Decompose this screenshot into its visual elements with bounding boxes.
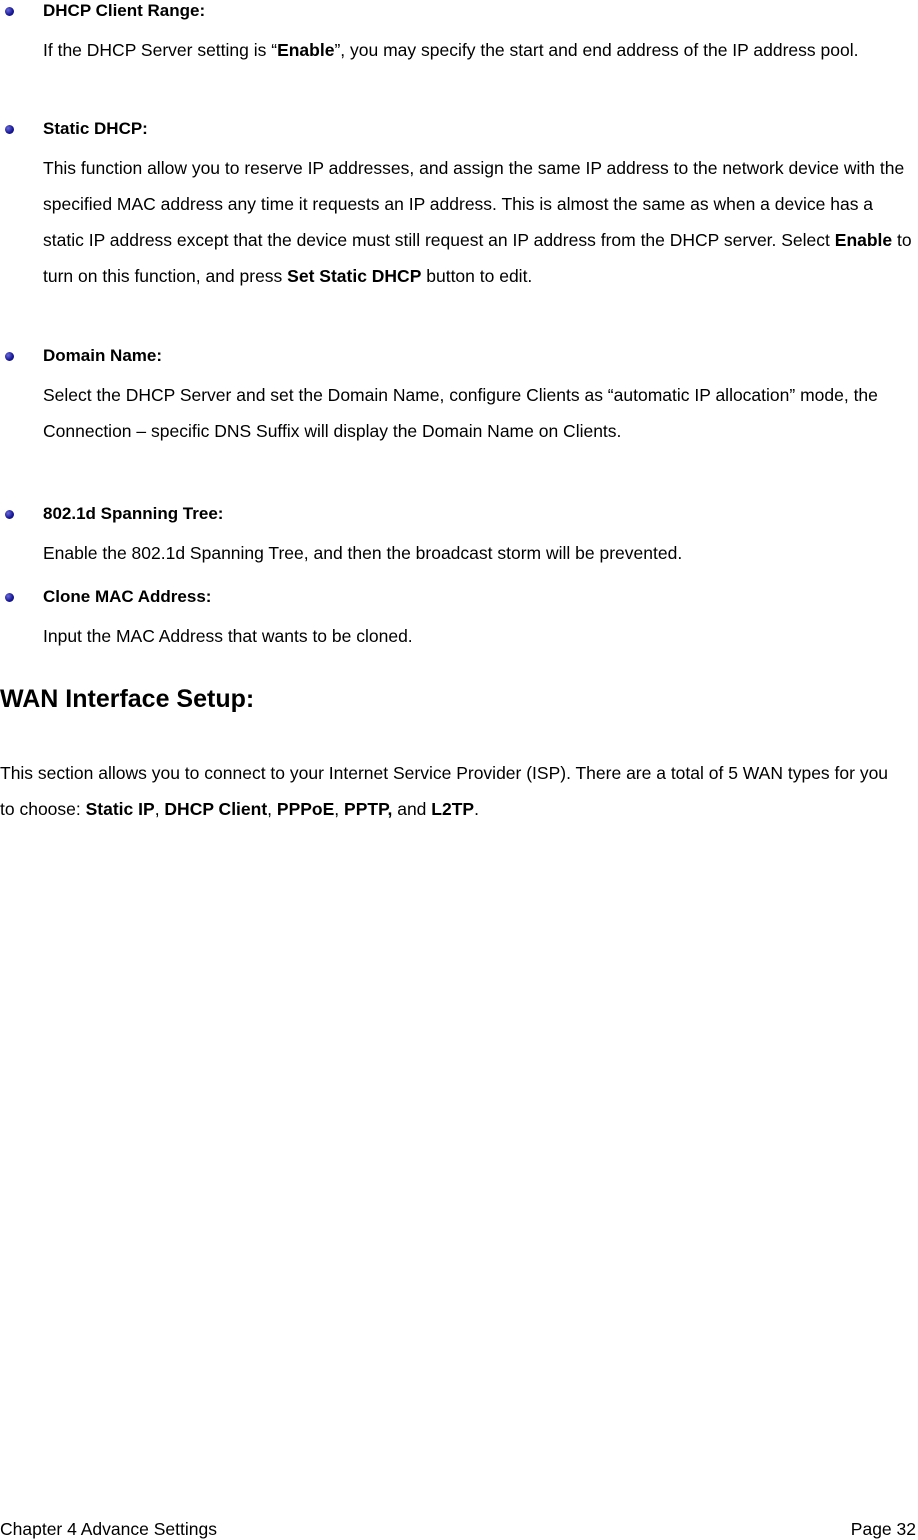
- item-title: 802.1d Spanning Tree:: [43, 504, 224, 523]
- item-description: Enable the 802.1d Spanning Tree, and then the broadcast storm will be prevented.: [43, 543, 683, 563]
- bullet-icon: [5, 593, 14, 602]
- bold-term: L2TP: [431, 799, 475, 819]
- item-description: Input the MAC Address that wants to be cloned.: [43, 626, 413, 646]
- list-item-spanning-tree: [0, 503, 918, 571]
- bullet-icon: [5, 510, 14, 519]
- item-title: Static DHCP:: [43, 119, 148, 138]
- list-item-dhcp-client-range: [0, 0, 918, 68]
- bold-term: Enable: [277, 40, 335, 60]
- bullet-icon: [5, 352, 14, 361]
- list-item-domain-name: [0, 345, 918, 449]
- bold-term: Set Static DHCP: [287, 266, 422, 286]
- bold-term: DHCP Client: [164, 799, 268, 819]
- item-description: This function allow you to reserve IP addresses, and assign the same IP address to the network device with the specified MAC address any time it requests an IP address. This is almost the same as when a device has a static IP address except that the device must still request an IP address from the DHCP server. Select Enable to turn on this function, and press Set Static DHCP button to edit.: [43, 158, 912, 286]
- page-number: Page 32: [850, 1519, 916, 1539]
- chapter-label: Chapter 4 Advance Settings: [0, 1519, 217, 1539]
- item-title: Clone MAC Address:: [43, 587, 212, 606]
- list-item-static-dhcp: [0, 118, 918, 294]
- bold-term: PPPoE: [276, 799, 335, 819]
- section-heading: WAN Interface Setup:: [0, 685, 255, 713]
- list-item-clone-mac: [0, 586, 918, 654]
- item-title: DHCP Client Range:: [43, 1, 206, 20]
- bold-term: Static IP: [85, 799, 155, 819]
- bold-term: Enable: [834, 230, 893, 250]
- bullet-icon: [5, 7, 14, 16]
- item-description: If the DHCP Server setting is “Enable”, you may specify the start and end address of the IP address pool.: [43, 40, 859, 60]
- item-description: Select the DHCP Server and set the Domain Name, configure Clients as “automatic IP allocation” mode, the Connection – specific DNS Suffix will display the Domain Name on Clients.: [43, 385, 878, 441]
- section-paragraph: This section allows you to connect to your Internet Service Provider (ISP). There are a total of 5 WAN types for you to choose: Static IP, DHCP Client, PPPoE, PPTP, and L2TP.: [0, 763, 889, 819]
- item-title: Domain Name:: [43, 346, 163, 365]
- bullet-icon: [5, 125, 14, 134]
- bold-term: PPTP,: [344, 799, 393, 819]
